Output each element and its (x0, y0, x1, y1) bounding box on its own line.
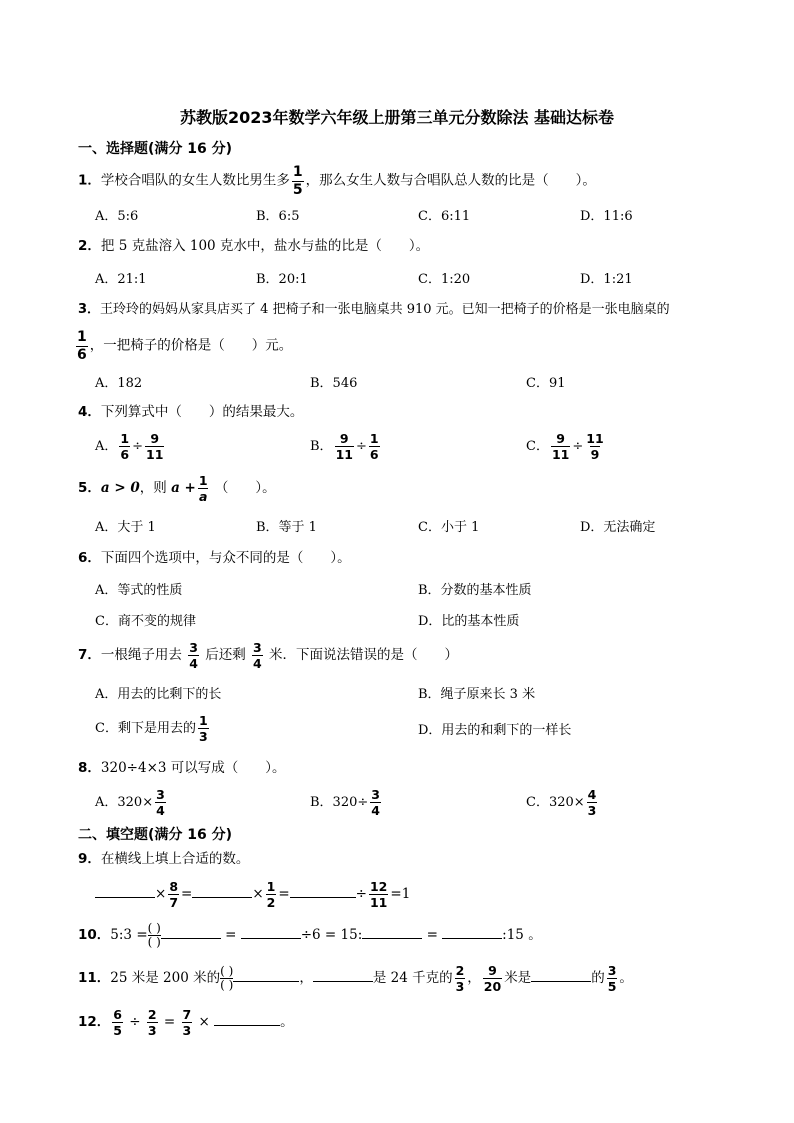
fraction: $\frac{9}{11}$ (335, 431, 353, 463)
question-number: 4． (78, 404, 101, 420)
question-2 (78, 240, 429, 254)
option-b[interactable]: B．546 (310, 376, 358, 391)
answer-blank[interactable] (214, 1013, 280, 1026)
answer-blank[interactable] (161, 926, 221, 939)
question-text: 把 5 克盐溶入 100 克水中，盐水与盐的比是（ ）。 (100, 238, 430, 254)
fraction: $\frac{11}{9}$ (586, 431, 604, 463)
question-text: ，一把椅子的价格是（ ）元。 (89, 337, 293, 354)
fraction: $\frac{1}{6}$ (120, 431, 130, 463)
option-b[interactable]: B．20:1 (256, 272, 308, 287)
question-text: 学校合唱队的女生人数比男生多 (100, 172, 290, 189)
option-a[interactable]: A．大于 1 (95, 520, 156, 535)
question-12: 12． $\frac{6}{5}$ ÷ $\frac{2}{3}$ = $\frac{7}{3}$ × 。 (78, 1007, 294, 1039)
fraction: $\frac{9}{11}$ (146, 431, 164, 463)
question-3 (78, 303, 670, 316)
fraction: $\frac{1}{6}$ (369, 431, 379, 463)
fraction: $\frac{12}{11}$ (369, 879, 388, 911)
question-10: 10．5:3 = $\frac{( )}{( )}$ = ÷6 = 15: = :15 。 (78, 921, 542, 950)
question-number: 2． (78, 238, 101, 254)
question-4 (78, 406, 303, 420)
option-c[interactable]: C． $\frac{9}{11}$ ÷ $\frac{11}{9}$ (526, 431, 604, 463)
fraction: $\frac{3}{4}$ (189, 640, 198, 672)
option-b[interactable]: B． $\frac{9}{11}$ ÷ $\frac{1}{6}$ (310, 431, 379, 463)
option-b[interactable]: B．分数的基本性质 (418, 583, 532, 598)
answer-blank[interactable] (95, 885, 155, 898)
question-text: 在横线上填上合适的数。 (100, 851, 250, 867)
question-number: 10． (78, 927, 111, 944)
question-number: 8． (78, 760, 101, 776)
math-expression: a + (171, 480, 196, 497)
question-text: 320÷4×3 可以写成（ ）。 (100, 760, 286, 776)
section-choice-heading: 一、选择题(满分 16 分) (78, 141, 233, 157)
fraction: $\frac{3}{4}$ (371, 787, 380, 819)
option-a[interactable]: A．21:1 (95, 272, 147, 287)
option-a[interactable]: A．5:6 (95, 209, 139, 224)
option-c[interactable]: C．商不变的规律 (95, 614, 196, 629)
question-number: 7． (78, 647, 101, 664)
fraction: $\frac{1}{2}$ (266, 879, 276, 911)
option-b[interactable]: B．绳子原来长 3 米 (418, 687, 536, 702)
question-text: ，那么女生人数与合唱队总人数的比是（ ）。 (305, 172, 596, 189)
option-d[interactable]: D．1:21 (580, 272, 633, 287)
question-text: 王玲玲的妈妈从家具店买了 4 把椅子和一张电脑桌共 910 元。已知一把椅子的价格是一张电脑桌的 (100, 302, 670, 317)
fraction-blank[interactable]: $\frac{( )}{( )}$ (147, 921, 161, 950)
answer-blank[interactable] (192, 885, 252, 898)
question-7: 7．一根绳子用去 $\frac{3}{4}$ 后还剩 $\frac{3}{4}$ 米．下面说法错误的是（ ） (78, 640, 458, 672)
question-number: 1． (78, 172, 101, 189)
fraction-blank[interactable]: $\frac{( )}{( )}$ (220, 963, 234, 993)
answer-blank[interactable] (362, 926, 422, 939)
fraction: $\frac{6}{5}$ (113, 1007, 122, 1039)
question-5: 5．a > 0，则 a + $\frac{1}{a}$ （ ）。 (78, 473, 276, 505)
fraction: $\frac{3}{4}$ (156, 787, 165, 819)
option-b[interactable]: B．320÷ $\frac{3}{4}$ (310, 787, 380, 819)
fraction: $\frac{1}{6}$ (77, 329, 87, 363)
answer-blank[interactable] (313, 969, 373, 982)
question-6 (78, 552, 351, 566)
math-condition: a > 0 (100, 480, 140, 497)
option-d[interactable]: D．无法确定 (580, 520, 656, 535)
fraction: $\frac{1}{a}$ (198, 473, 208, 505)
option-a[interactable]: A．320× $\frac{3}{4}$ (95, 787, 165, 819)
option-a[interactable]: A．182 (95, 376, 143, 391)
option-c[interactable]: C．1:20 (418, 272, 471, 287)
answer-blank[interactable] (531, 969, 591, 982)
fraction: $\frac{9}{20}$ (483, 963, 502, 995)
question-9-equation: × $\frac{8}{7}$ = × $\frac{1}{2}$ = ÷ $\frac{12}{11}$ =1 (95, 880, 410, 909)
question-3-line2 (74, 330, 292, 362)
option-c[interactable]: C．剩下是用去的 $\frac{1}{3}$ (95, 713, 208, 745)
fraction: $\frac{2}{3}$ (147, 1007, 157, 1039)
option-b[interactable]: B．等于 1 (256, 520, 317, 535)
answer-blank[interactable] (442, 926, 502, 939)
fraction: $\frac{1}{3}$ (198, 713, 208, 745)
section-fill-heading: 二、填空题(满分 16 分) (78, 827, 233, 843)
question-1 (78, 165, 596, 197)
question-11: 11．25 米是 200 米的 $\frac{( )}{( )}$ ， 是 24 千克的 $\frac{2}{3}$ ， $\frac{9}{20}$ 米是 的 $\frac{3}{5}$ 。 (78, 963, 633, 995)
question-number: 3． (78, 302, 101, 317)
option-d[interactable]: D．11:6 (580, 209, 633, 224)
fraction: $\frac{2}{3}$ (455, 963, 465, 995)
option-b[interactable]: B．6:5 (256, 209, 300, 224)
question-number: 5． (78, 480, 101, 497)
fraction: $\frac{7}{3}$ (182, 1007, 192, 1039)
fraction: $\frac{1}{5}$ (292, 164, 303, 198)
question-number: 6． (78, 550, 101, 566)
option-a[interactable]: A．用去的比剩下的长 (95, 687, 222, 702)
answer-blank[interactable] (241, 926, 301, 939)
fraction: $\frac{9}{11}$ (551, 431, 570, 463)
answer-blank[interactable] (290, 885, 356, 898)
option-d[interactable]: D．用去的和剩下的一样长 (418, 723, 572, 738)
question-number: 12． (78, 1014, 111, 1031)
option-c[interactable]: C．6:11 (418, 209, 471, 224)
option-c[interactable]: C．320× $\frac{4}{3}$ (526, 787, 597, 819)
question-number: 11． (78, 970, 111, 987)
fraction: $\frac{8}{7}$ (169, 879, 179, 911)
question-text: 下面四个选项中，与众不同的是（ ）。 (100, 550, 351, 566)
question-8 (78, 762, 286, 776)
fraction: $\frac{3}{4}$ (253, 640, 262, 672)
option-c[interactable]: C．小于 1 (418, 520, 480, 535)
answer-blank[interactable] (233, 969, 299, 982)
question-text: 下列算式中（ ）的结果最大。 (100, 404, 304, 420)
fraction: $\frac{4}{3}$ (587, 787, 597, 819)
option-a[interactable]: A． $\frac{1}{6}$ ÷ $\frac{9}{11}$ (95, 431, 164, 463)
question-9 (78, 853, 249, 867)
option-c[interactable]: C．91 (526, 376, 566, 391)
question-number: 9． (78, 851, 101, 867)
option-a[interactable]: A．等式的性质 (95, 583, 183, 598)
option-d[interactable]: D．比的基本性质 (418, 614, 520, 629)
page-title: 苏教版2023年数学六年级上册第三单元分数除法 基础达标卷 (179, 108, 615, 127)
fraction: $\frac{3}{5}$ (607, 963, 617, 995)
